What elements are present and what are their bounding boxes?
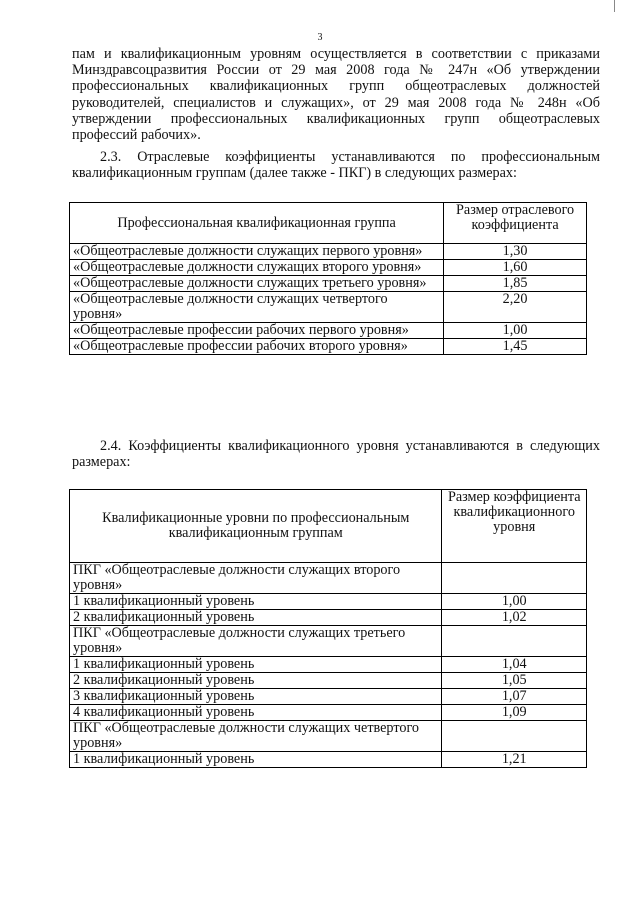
row-name: ПКГ «Общеотраслевые должности служащих третьего уровня» xyxy=(70,626,442,657)
qualification-coefficients-table xyxy=(69,489,587,768)
row-name: 1 квалификационный уровень xyxy=(70,752,442,768)
row-name: 4 квалификационный уровень xyxy=(70,705,442,721)
page-number: 3 xyxy=(317,32,323,43)
row-value: 1,85 xyxy=(444,276,587,292)
row-value: 1,04 xyxy=(442,657,587,673)
table-row xyxy=(70,610,587,626)
row-value xyxy=(442,563,587,594)
table-row xyxy=(70,563,587,594)
row-value xyxy=(442,721,587,752)
row-name: 2 квалификационный уровень xyxy=(70,610,442,626)
row-value: 1,05 xyxy=(442,673,587,689)
row-name: ПКГ «Общеотраслевые должности служащих четвертого уровня» xyxy=(70,721,442,752)
table-row xyxy=(70,626,587,657)
row-value: 1,60 xyxy=(444,260,587,276)
row-name: 3 квалификационный уровень xyxy=(70,689,442,705)
row-value: 1,02 xyxy=(442,610,587,626)
table-row xyxy=(70,323,587,339)
row-value: 2,20 xyxy=(444,292,587,323)
table-header-row xyxy=(70,490,587,563)
row-name: «Общеотраслевые должности служащих третьего уровня» xyxy=(70,276,444,292)
row-value: 1,07 xyxy=(442,689,587,705)
table-row xyxy=(70,594,587,610)
table-row xyxy=(70,339,587,355)
table-row xyxy=(70,276,587,292)
paragraph-intro: пам и квалификационным уровням осуществляется в соответствии с приказами Минздравсоцразвития России от 29 мая 2008 года № 247н «Об утверждении профессиональных квалификационных групп общеотраслевых должностей руководителей, специалистов и служащих», от 29 мая 2008 года № 248н «Об утверждении профессиональных квалификационных групп общеотраслевых профессий рабочих». xyxy=(72,46,600,144)
paragraph-2-3: 2.3. Отраслевые коэффициенты устанавливаются по профессиональным квалификационным группам (далее также - ПКГ) в следующих размерах: xyxy=(72,149,600,182)
row-name: 1 квалификационный уровень xyxy=(70,657,442,673)
table-row xyxy=(70,260,587,276)
row-name: «Общеотраслевые должности служащих четвертого уровня» xyxy=(70,292,444,323)
column-header-coefficient: Размер отраслевого коэффициента xyxy=(444,203,587,244)
table-row xyxy=(70,752,587,768)
row-name: ПКГ «Общеотраслевые должности служащих второго уровня» xyxy=(70,563,442,594)
table-row xyxy=(70,673,587,689)
table-row xyxy=(70,657,587,673)
row-value: 1,45 xyxy=(444,339,587,355)
column-header-group: Профессиональная квалификационная группа xyxy=(70,203,444,244)
edge-mark xyxy=(614,0,615,12)
table-row xyxy=(70,292,587,323)
row-name: 2 квалификационный уровень xyxy=(70,673,442,689)
row-value: 1,30 xyxy=(444,244,587,260)
row-value: 1,00 xyxy=(442,594,587,610)
row-value: 1,21 xyxy=(442,752,587,768)
row-name: «Общеотраслевые должности служащих второго уровня» xyxy=(70,260,444,276)
column-header-levels: Квалификационные уровни по профессиональным квалификационным группам xyxy=(70,490,442,563)
row-name: «Общеотраслевые профессии рабочих первого уровня» xyxy=(70,323,444,339)
row-name: «Общеотраслевые профессии рабочих второго уровня» xyxy=(70,339,444,355)
industry-coefficients-table xyxy=(69,202,587,355)
column-header-coefficient: Размер коэффициента квалификационного уровня xyxy=(442,490,587,563)
row-name: 1 квалификационный уровень xyxy=(70,594,442,610)
table-row xyxy=(70,721,587,752)
row-value xyxy=(442,626,587,657)
table-row xyxy=(70,689,587,705)
paragraph-2-4: 2.4. Коэффициенты квалификационного уровня устанавливаются в следующих размерах: xyxy=(72,438,600,471)
row-value: 1,00 xyxy=(444,323,587,339)
table-row xyxy=(70,244,587,260)
table-row xyxy=(70,705,587,721)
row-name: «Общеотраслевые должности служащих первого уровня» xyxy=(70,244,444,260)
table-header-row xyxy=(70,203,587,244)
row-value: 1,09 xyxy=(442,705,587,721)
